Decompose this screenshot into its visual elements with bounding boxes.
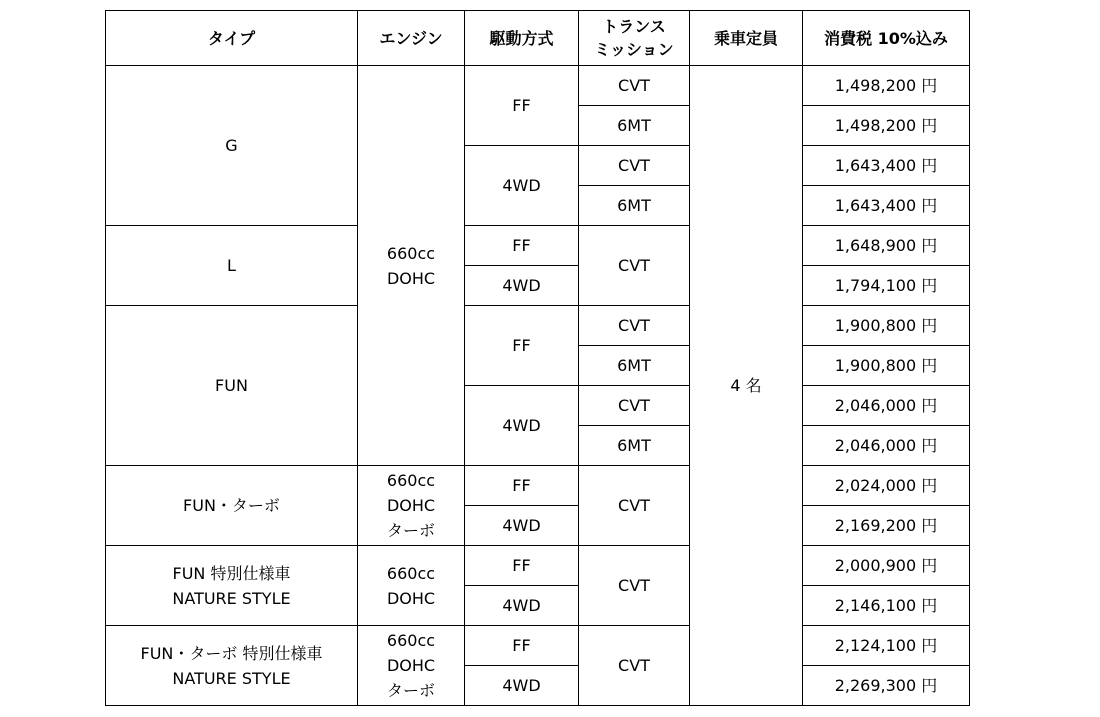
header-capacity: 乗車定員 [690, 11, 803, 66]
price-cell: 2,146,100 円 [803, 586, 970, 626]
spec-price-table [105, 10, 970, 706]
transmission-cell: 6MT [579, 426, 690, 466]
header-price: 消費税 10%込み [803, 11, 970, 66]
engine-cell: 660cc DOHC ターボ [358, 466, 465, 546]
header-type: タイプ [106, 11, 358, 66]
drive-cell: FF [465, 466, 579, 506]
price-cell: 1,900,800 円 [803, 346, 970, 386]
transmission-cell: 6MT [579, 346, 690, 386]
table-row [106, 546, 970, 586]
price-cell: 1,498,200 円 [803, 106, 970, 146]
price-cell: 1,643,400 円 [803, 186, 970, 226]
price-cell: 1,648,900 円 [803, 226, 970, 266]
header-row [106, 11, 970, 66]
table-row [106, 66, 970, 106]
type-cell: L [106, 226, 358, 306]
price-cell: 2,269,300 円 [803, 666, 970, 706]
engine-cell: 660cc DOHC [358, 546, 465, 626]
drive-cell: 4WD [465, 666, 579, 706]
price-cell: 2,000,900 円 [803, 546, 970, 586]
price-cell: 1,794,100 円 [803, 266, 970, 306]
drive-cell: FF [465, 626, 579, 666]
table-row [106, 306, 970, 346]
table-row [106, 466, 970, 506]
drive-cell: 4WD [465, 386, 579, 466]
drive-cell: 4WD [465, 266, 579, 306]
type-cell: FUN・ターボ 特別仕様車 NATURE STYLE [106, 626, 358, 706]
price-cell: 2,046,000 円 [803, 426, 970, 466]
type-cell: FUN 特別仕様車 NATURE STYLE [106, 546, 358, 626]
drive-cell: 4WD [465, 586, 579, 626]
price-cell: 2,024,000 円 [803, 466, 970, 506]
transmission-cell: CVT [579, 306, 690, 346]
type-cell: G [106, 66, 358, 226]
transmission-cell: CVT [579, 466, 690, 546]
drive-cell: 4WD [465, 146, 579, 226]
price-cell: 2,169,200 円 [803, 506, 970, 546]
drive-cell: FF [465, 546, 579, 586]
price-cell: 1,900,800 円 [803, 306, 970, 346]
drive-cell: FF [465, 226, 579, 266]
transmission-cell: CVT [579, 626, 690, 706]
transmission-cell: CVT [579, 146, 690, 186]
header-transmission: トランス ミッション [579, 11, 690, 66]
table-row [106, 226, 970, 266]
price-cell: 1,498,200 円 [803, 66, 970, 106]
drive-cell: FF [465, 306, 579, 386]
price-cell: 1,643,400 円 [803, 146, 970, 186]
header-drive: 駆動方式 [465, 11, 579, 66]
type-cell: FUN [106, 306, 358, 466]
transmission-cell: 6MT [579, 186, 690, 226]
transmission-cell: CVT [579, 546, 690, 626]
drive-cell: FF [465, 66, 579, 146]
capacity-cell: 4 名 [690, 66, 803, 706]
transmission-cell: CVT [579, 66, 690, 106]
header-engine: エンジン [358, 11, 465, 66]
table-row [106, 626, 970, 666]
transmission-cell: CVT [579, 386, 690, 426]
transmission-cell: CVT [579, 226, 690, 306]
drive-cell: 4WD [465, 506, 579, 546]
engine-cell: 660cc DOHC [358, 66, 465, 466]
type-cell: FUN・ターボ [106, 466, 358, 546]
price-cell: 2,124,100 円 [803, 626, 970, 666]
engine-cell: 660cc DOHC ターボ [358, 626, 465, 706]
price-cell: 2,046,000 円 [803, 386, 970, 426]
transmission-cell: 6MT [579, 106, 690, 146]
